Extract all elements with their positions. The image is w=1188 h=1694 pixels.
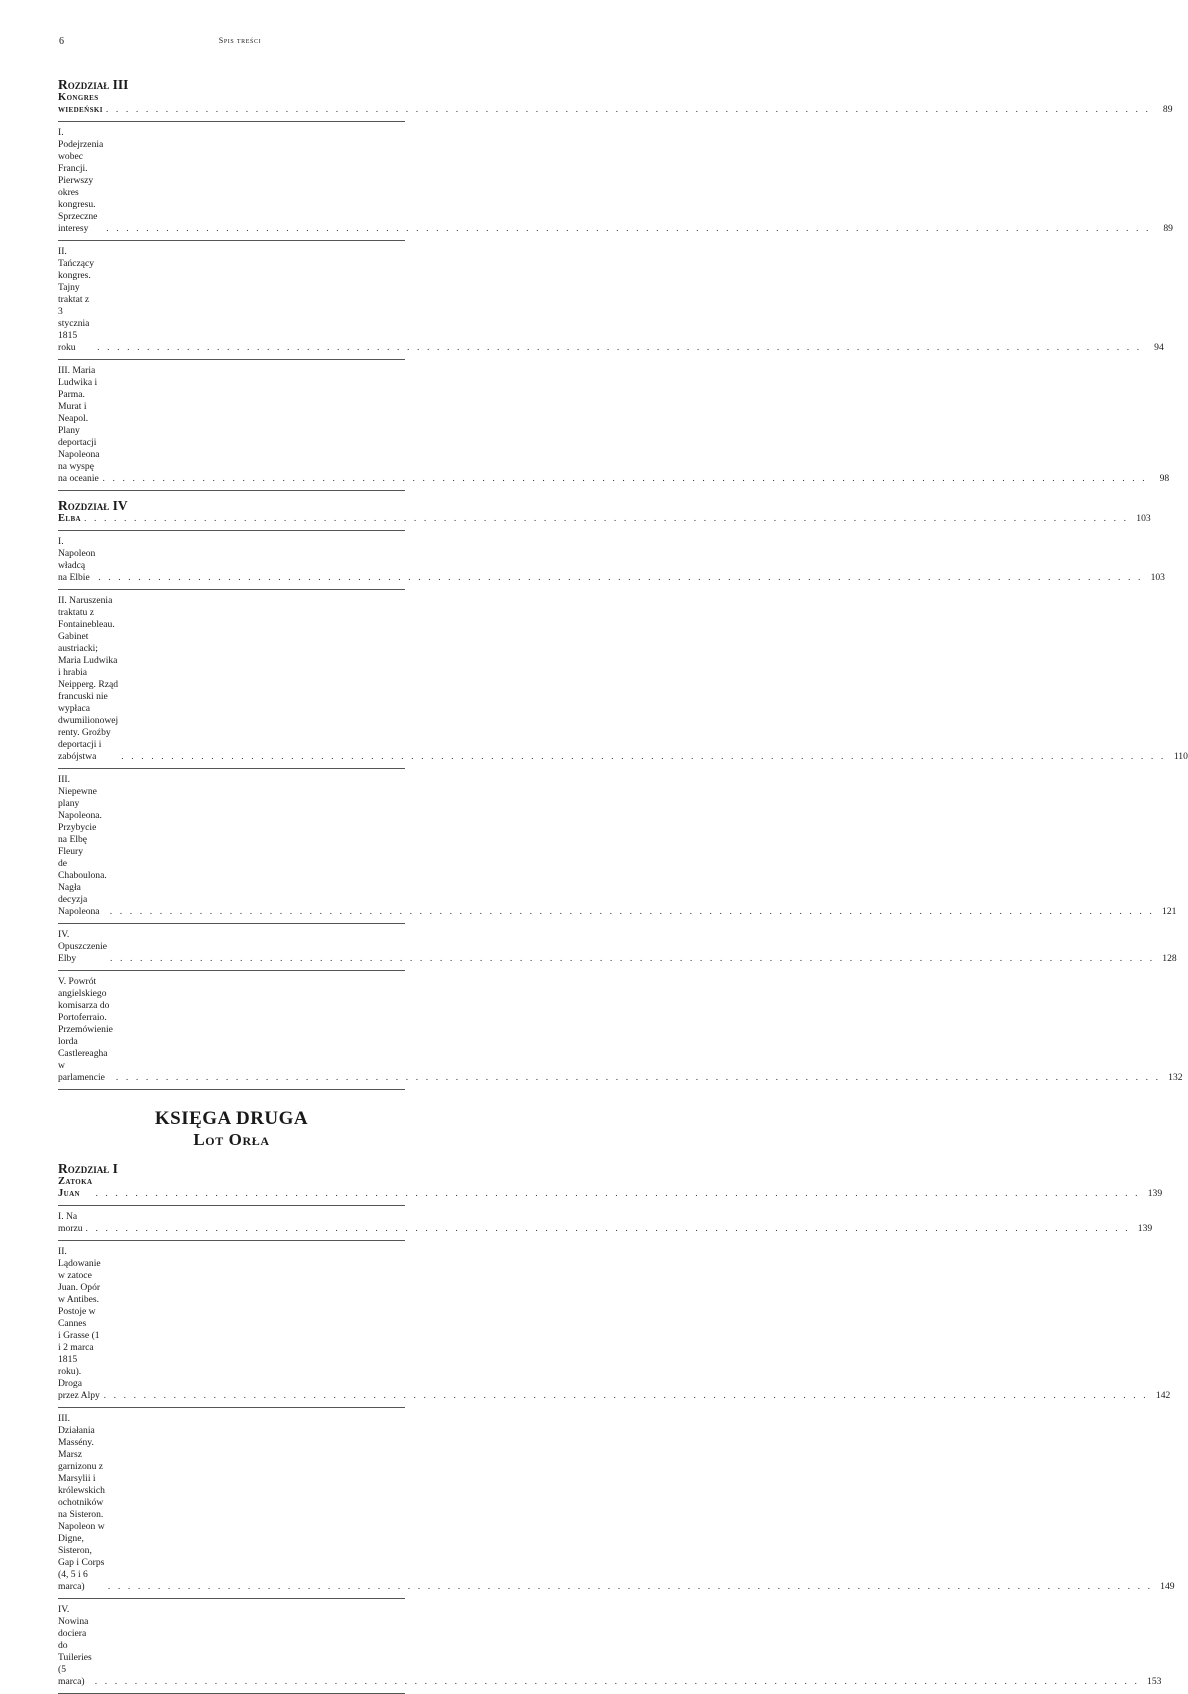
toc-entry: IV. Opuszczenie Elby . . . 128 <box>58 929 405 965</box>
toc-entry: II. Lądowanie w zatoce Juan. Opór w Antibes. Postoje w Cannes i Grasse (1 i 2 marca 1815 roku). Droga przez Alpy . . . 142 <box>58 1246 405 1402</box>
toc-entry: I. Na morzu . . . 139 <box>58 1211 405 1235</box>
page-number: 6 <box>59 36 64 47</box>
chapter-heading: Rozdział I <box>58 1161 118 1176</box>
chapter-heading: Rozdział III <box>58 77 129 92</box>
chapter-heading: Rozdział IV <box>58 498 128 513</box>
section-entry: Elba . . . 103 <box>58 513 405 525</box>
book-subtitle: Lot Orła <box>193 1130 270 1149</box>
divider <box>58 1089 405 1090</box>
toc-entry: III. Niepewne plany Napoleona. Przybycie na Elbę Fleury de Chaboulona. Nagła decyzja Napoleona . . . 121 <box>58 774 405 918</box>
toc-entry: III. Działania Massény. Marsz garnizonu z Marsylii i królewskich ochotników na Sisteron. Napoleon w Digne, Sisteron, Gap i Corps (4, 5 i 6 marca) . . . 149 <box>58 1413 405 1593</box>
section-entry: Kongres wiedeński . . . 89 <box>58 92 405 116</box>
toc-entry: II. Naruszenia traktatu z Fontainebleau. Gabinet austriacki; Maria Ludwika i hrabia Neipperg. Rząd francuski nie wypłaca dwumilionowej renty. Groźby deportacji i zabójstwa . . . 110 <box>58 595 405 763</box>
toc-entry: III. Maria Ludwika i Parma. Murat i Neapol. Plany deportacji Napoleona na wyspę na oceanie . . . 98 <box>58 365 405 485</box>
toc-entry: V. Powrót angielskiego komisarza do Portoferraio. Przemówienie lorda Castlereagha w parlamencie . . . 132 <box>58 976 405 1084</box>
toc-entry: I. Napoleon władcą na Elbie . . . 103 <box>58 536 405 584</box>
toc-entry: I. Podejrzenia wobec Francji. Pierwszy okres kongresu. Sprzeczne interesy . . . 89 <box>58 127 405 235</box>
toc-entry: II. Tańczący kongres. Tajny traktat z 3 stycznia 1815 roku . . . 94 <box>58 246 405 354</box>
toc-entry: IV. Nowina dociera do Tuileries (5 marca) . . . 153 <box>58 1604 405 1688</box>
running-head: Spis treści <box>218 36 262 45</box>
section-entry: Zatoka Juan . . . 139 <box>58 1176 405 1200</box>
book-title: KSIĘGA DRUGA <box>154 1108 309 1129</box>
table-of-contents <box>58 77 1188 1694</box>
